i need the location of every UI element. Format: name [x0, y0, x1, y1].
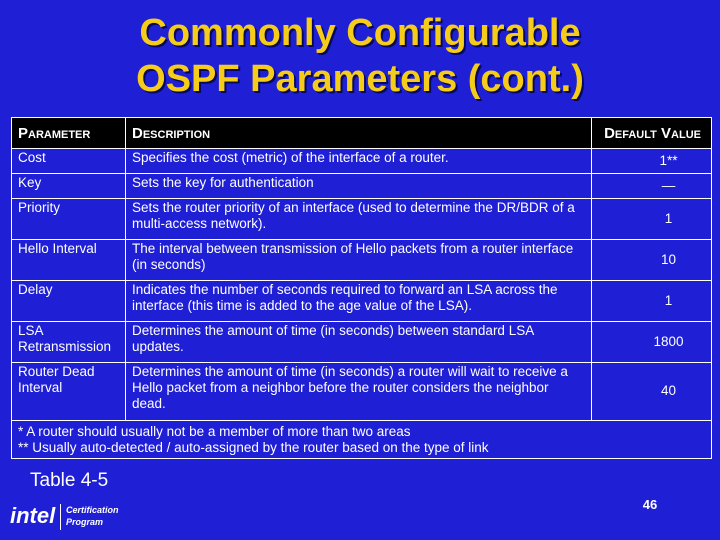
cell-default: 1**	[592, 149, 712, 174]
cell-description: Sets the key for authentication	[126, 174, 592, 199]
header-description: Description	[126, 118, 592, 149]
header-parameter: Parameter	[12, 118, 126, 149]
table-header-row	[12, 118, 712, 149]
cell-description: Indicates the number of seconds required to forward an LSA across the interface (this time is added to the age value of the LSA).	[126, 281, 592, 322]
cell-default: 40	[592, 363, 712, 421]
cell-default: 1	[592, 199, 712, 240]
cell-parameter: Cost	[12, 149, 126, 174]
logo-divider	[60, 504, 61, 530]
table-row	[12, 149, 712, 174]
table-row	[12, 199, 712, 240]
table-caption: Table 4-5	[30, 470, 109, 491]
title-line-2: OSPF Parameters (cont.)	[136, 58, 584, 100]
cell-parameter: LSA Retransmission	[12, 322, 126, 363]
cell-description: The interval between transmission of Hello packets from a router interface (in seconds)	[126, 240, 592, 281]
table-row	[12, 322, 712, 363]
ospf-parameters-table	[11, 117, 712, 459]
header-default-value: Default Value	[592, 118, 712, 149]
program-line-2: Program	[66, 517, 104, 527]
table-row	[12, 363, 712, 421]
table-row	[12, 240, 712, 281]
slide-title	[0, 10, 720, 102]
cell-description: Specifies the cost (metric) of the interface of a router.	[126, 149, 592, 174]
program-line-1: Certification	[66, 505, 119, 515]
cell-description: Sets the router priority of an interface (used to determine the DR/BDR of a multi-access network).	[126, 199, 592, 240]
footnote-2: ** Usually auto-detected / auto-assigned by the router based on the type of link	[18, 440, 489, 455]
cell-default: 1	[592, 281, 712, 322]
table-row	[12, 174, 712, 199]
cell-default: —	[592, 174, 712, 199]
footnotes	[12, 421, 712, 459]
title-line-1: Commonly Configurable	[139, 12, 581, 54]
cell-default: 1800	[592, 322, 712, 363]
program-label	[66, 504, 119, 528]
cell-description: Determines the amount of time (in seconds) between standard LSA updates.	[126, 322, 592, 363]
cell-parameter: Key	[12, 174, 126, 199]
page-number: 46	[642, 497, 658, 512]
footnote-1: * A router should usually not be a member of more than two areas	[18, 424, 411, 439]
cell-parameter: Router Dead Interval	[12, 363, 126, 421]
cell-default: 10	[592, 240, 712, 281]
cell-description: Determines the amount of time (in seconds) a router will wait to receive a Hello packet from a neighbor before the router considers the neighbor dead.	[126, 363, 592, 421]
cell-parameter: Priority	[12, 199, 126, 240]
cell-parameter: Hello Interval	[12, 240, 126, 281]
table-row	[12, 281, 712, 322]
cell-parameter: Delay	[12, 281, 126, 322]
table-footnotes-row	[12, 421, 712, 459]
intel-logo: intel	[10, 503, 56, 528]
